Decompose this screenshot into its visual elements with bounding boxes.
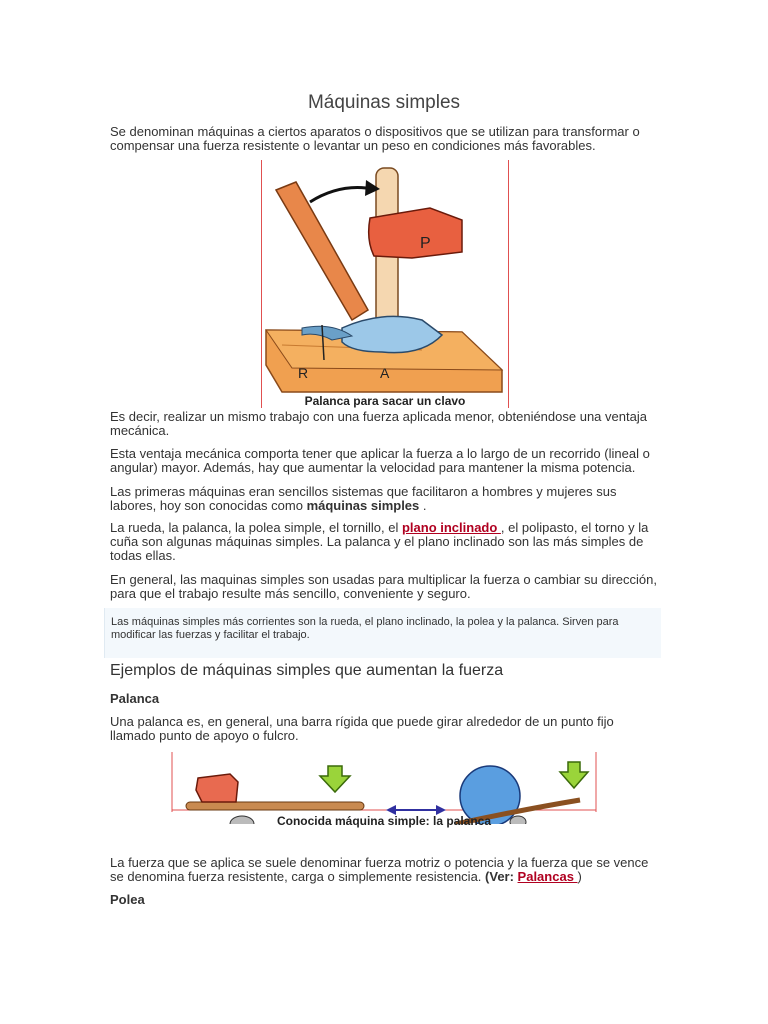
polea-heading: Polea — [110, 892, 145, 907]
paragraph-fuerza-motriz — [110, 856, 660, 884]
paragraph-recorrido: Esta ventaja mecánica comporta tener que aplicar la fuerza a lo largo de un recorrido (lineal o angular) mayor. Además, hay que aumentar la velocidad para mantener la misma potencia. — [110, 446, 650, 475]
intro-paragraph: Se denominan máquinas a ciertos aparatos o dispositivos que se utilizan para transformar o compensar una fuerza resistente o levantar un peso en condiciones más favorables. — [110, 124, 640, 153]
ver-close: ) — [577, 869, 582, 884]
paragraph-primeras — [110, 485, 660, 513]
paragraph-en-general: En general, las maquinas simples son usadas para multiplicar la fuerza o cambiar su dirección, para que el trabajo resulte más sencillo, conveniente y seguro. — [110, 572, 657, 601]
note-box — [104, 608, 661, 658]
palanca-paragraph: Una palanca es, en general, una barra rígida que puede girar alrededor de un punto fijo llamado punto de apoyo o fulcro. — [110, 714, 614, 743]
paragraph-primeras-end: . — [419, 498, 427, 513]
hammer-illustration — [262, 160, 508, 396]
figure2-caption: Conocida máquina simple: la palanca — [276, 814, 492, 828]
force-label-p: P — [420, 235, 431, 252]
paragraph-ventaja: Es decir, realizar un mismo trabajo con una fuerza aplicada menor, obteniéndose una ventaja mecánica. — [110, 409, 647, 438]
ver-label: (Ver: — [485, 869, 518, 884]
figure1-caption: Palanca para sacar un clavo — [304, 394, 466, 408]
paragraph-primeras-text: Las primeras máquinas eran sencillos sistemas que facilitaron a hombres y mujeres sus labores, hoy son conocidas como — [110, 484, 617, 513]
plano-inclinado-link[interactable]: plano inclinado — [401, 520, 501, 535]
paragraph-ejemplos — [110, 521, 660, 563]
paragraph-ejemplos-before: La rueda, la palanca, la polea simple, el tornillo, el — [110, 520, 402, 535]
hammer-lever-figure — [261, 160, 509, 408]
section-heading: Ejemplos de máquinas simples que aumentan la fuerza — [110, 662, 504, 679]
palanca-heading: Palanca — [110, 691, 160, 706]
resistance-label-r: R — [298, 365, 309, 381]
note-text: Las máquinas simples más corrientes son la rueda, el plano inclinado, la polea y la palanca. Sirven para modificar las fuerzas y facilitar el trabajo. — [111, 616, 619, 641]
paragraph-fuerza-text: La fuerza que se aplica se suele denominar fuerza motriz o potencia y la fuerza que se vence se denomina fuerza resistente, carga o simplemente resistencia. — [110, 855, 649, 884]
maquinas-simples-bold: máquinas simples — [306, 498, 420, 513]
fulcrum-label-a: A — [380, 365, 390, 381]
palancas-link[interactable]: Palancas — [517, 869, 578, 884]
lever-figure — [170, 752, 598, 840]
page-title: Máquinas simples — [307, 92, 461, 113]
paragraph-ejemplos-after: , el polipasto, el torno y la cuña son algunas máquinas simples. La palanca y el plano inclinado son las más simples de todas ellas. — [110, 520, 649, 563]
